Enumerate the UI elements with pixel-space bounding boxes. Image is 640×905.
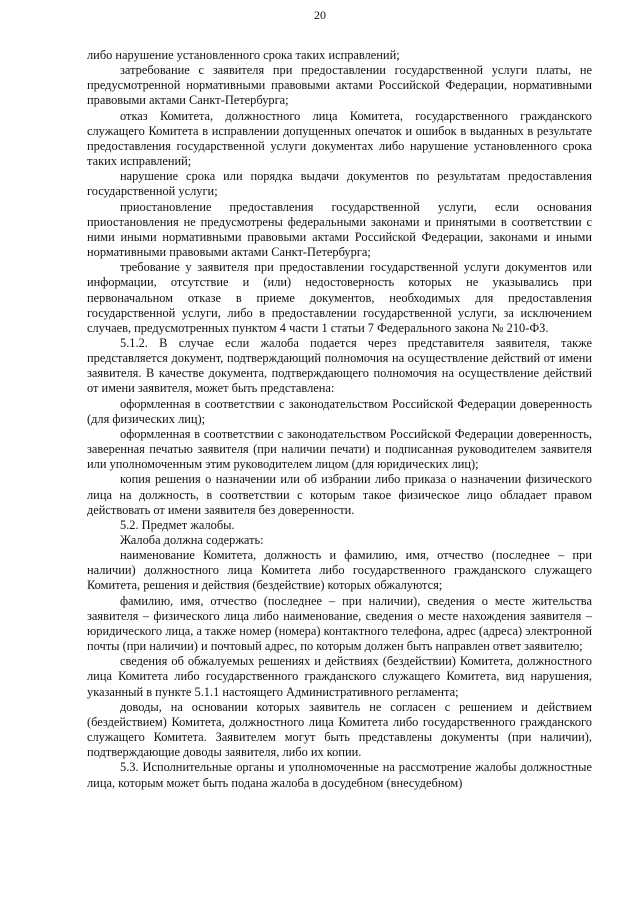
paragraph: сведения об обжалуемых решениях и действиях (бездействии) Комитета, должностного лица Комитета либо государственного гражданского служащего Комитета, вид нарушения, указанный в пункте 5.1.1 настоящего Административного регламента; [87, 654, 592, 699]
page-number: 20 [314, 8, 326, 22]
paragraph: наименование Комитета, должность и фамилию, имя, отчество (последнее – при наличии) должностного лица Комитета либо государственного гражданского служащего Комитета, решения и действия (бездействие) которых обжалуются; [87, 548, 592, 593]
paragraph: либо нарушение установленного срока таких исправлений; [87, 48, 400, 62]
paragraph: 5.1.2. В случае если жалоба подается через представителя заявителя, также представляется документ, подтверждающий полномочия на осуществление действий от имени заявителя. В качестве документа, подтверждающего полномочия на осуществление действий от имени заявителя, может быть представлена: [87, 335, 592, 396]
paragraph: фамилию, имя, отчество (последнее – при наличии), сведения о месте жительства заявителя – физического лица либо наименование, сведения о месте нахождения заявителя – юридического лица, а также номер (номера) контактного телефона, адрес (адреса) электронной почты (при наличии) и почтовый адрес, по которым должен быть направлен ответ заявителю; [87, 593, 592, 654]
paragraph: Жалоба должна содержать: [120, 533, 264, 547]
paragraph: приостановление предоставления государственной услуги, если основания приостановления не предусмотрены федеральными законами и принятыми в соответствии с ними иными нормативными правовыми актами Российской Федерации, законами и иными нормативными правовыми актами Санкт-Петербурга; [87, 199, 592, 260]
document-body [87, 48, 592, 791]
paragraph: 5.3. Исполнительные органы и уполномоченные на рассмотрение жалобы должностные лица, которым может быть подана жалоба в досудебном (внесудебном) [87, 760, 592, 790]
paragraph: требование у заявителя при предоставлении государственной услуги документов или информации, отсутствие и (или) недостоверность которых не указывались при первоначальном отказе в приеме документов, необходимых для предоставления государственной услуги, либо в предоставлении государственной услуги, за исключением случаев, предусмотренных пунктом 4 части 1 статьи 7 Федерального закона № 210-ФЗ. [87, 260, 592, 335]
paragraph: затребование с заявителя при предоставлении государственной услуги платы, не предусмотренной нормативными правовыми актами Российской Федерации, нормативными правовыми актами Санкт-Петербурга; [87, 63, 592, 108]
paragraph: доводы, на основании которых заявитель не согласен с решением и действием (бездействием) Комитета, должностного лица Комитета либо государственного гражданского служащего Комитета. Заявителем могут быть представлены документы (при наличии), подтверждающие доводы заявителя, либо их копии. [87, 699, 592, 760]
section-heading: 5.2. Предмет жалобы. [120, 517, 235, 532]
paragraph: отказ Комитета, должностного лица Комитета, государственного гражданского служащего Комитета в исправлении допущенных опечаток и ошибок в выданных в результате предоставления государственной услуги документах либо нарушение установленного срока таких исправлений; [87, 108, 592, 169]
paragraph: оформленная в соответствии с законодательством Российской Федерации доверенность (для физических лиц); [87, 396, 592, 426]
paragraph: оформленная в соответствии с законодательством Российской Федерации доверенность, заверенная печатью заявителя (при наличии печати) и подписанная руководителем заявителя или уполномоченным этим руководителем лицом (для юридических лиц); [87, 426, 592, 472]
paragraph: нарушение срока или порядка выдачи документов по результатам предоставления государственной услуги; [87, 169, 592, 199]
paragraph: копия решения о назначении или об избрании либо приказа о назначении физического лица на должность, в соответствии с которым такое физическое лицо обладает правом действовать от имени заявителя без доверенности. [87, 472, 592, 517]
